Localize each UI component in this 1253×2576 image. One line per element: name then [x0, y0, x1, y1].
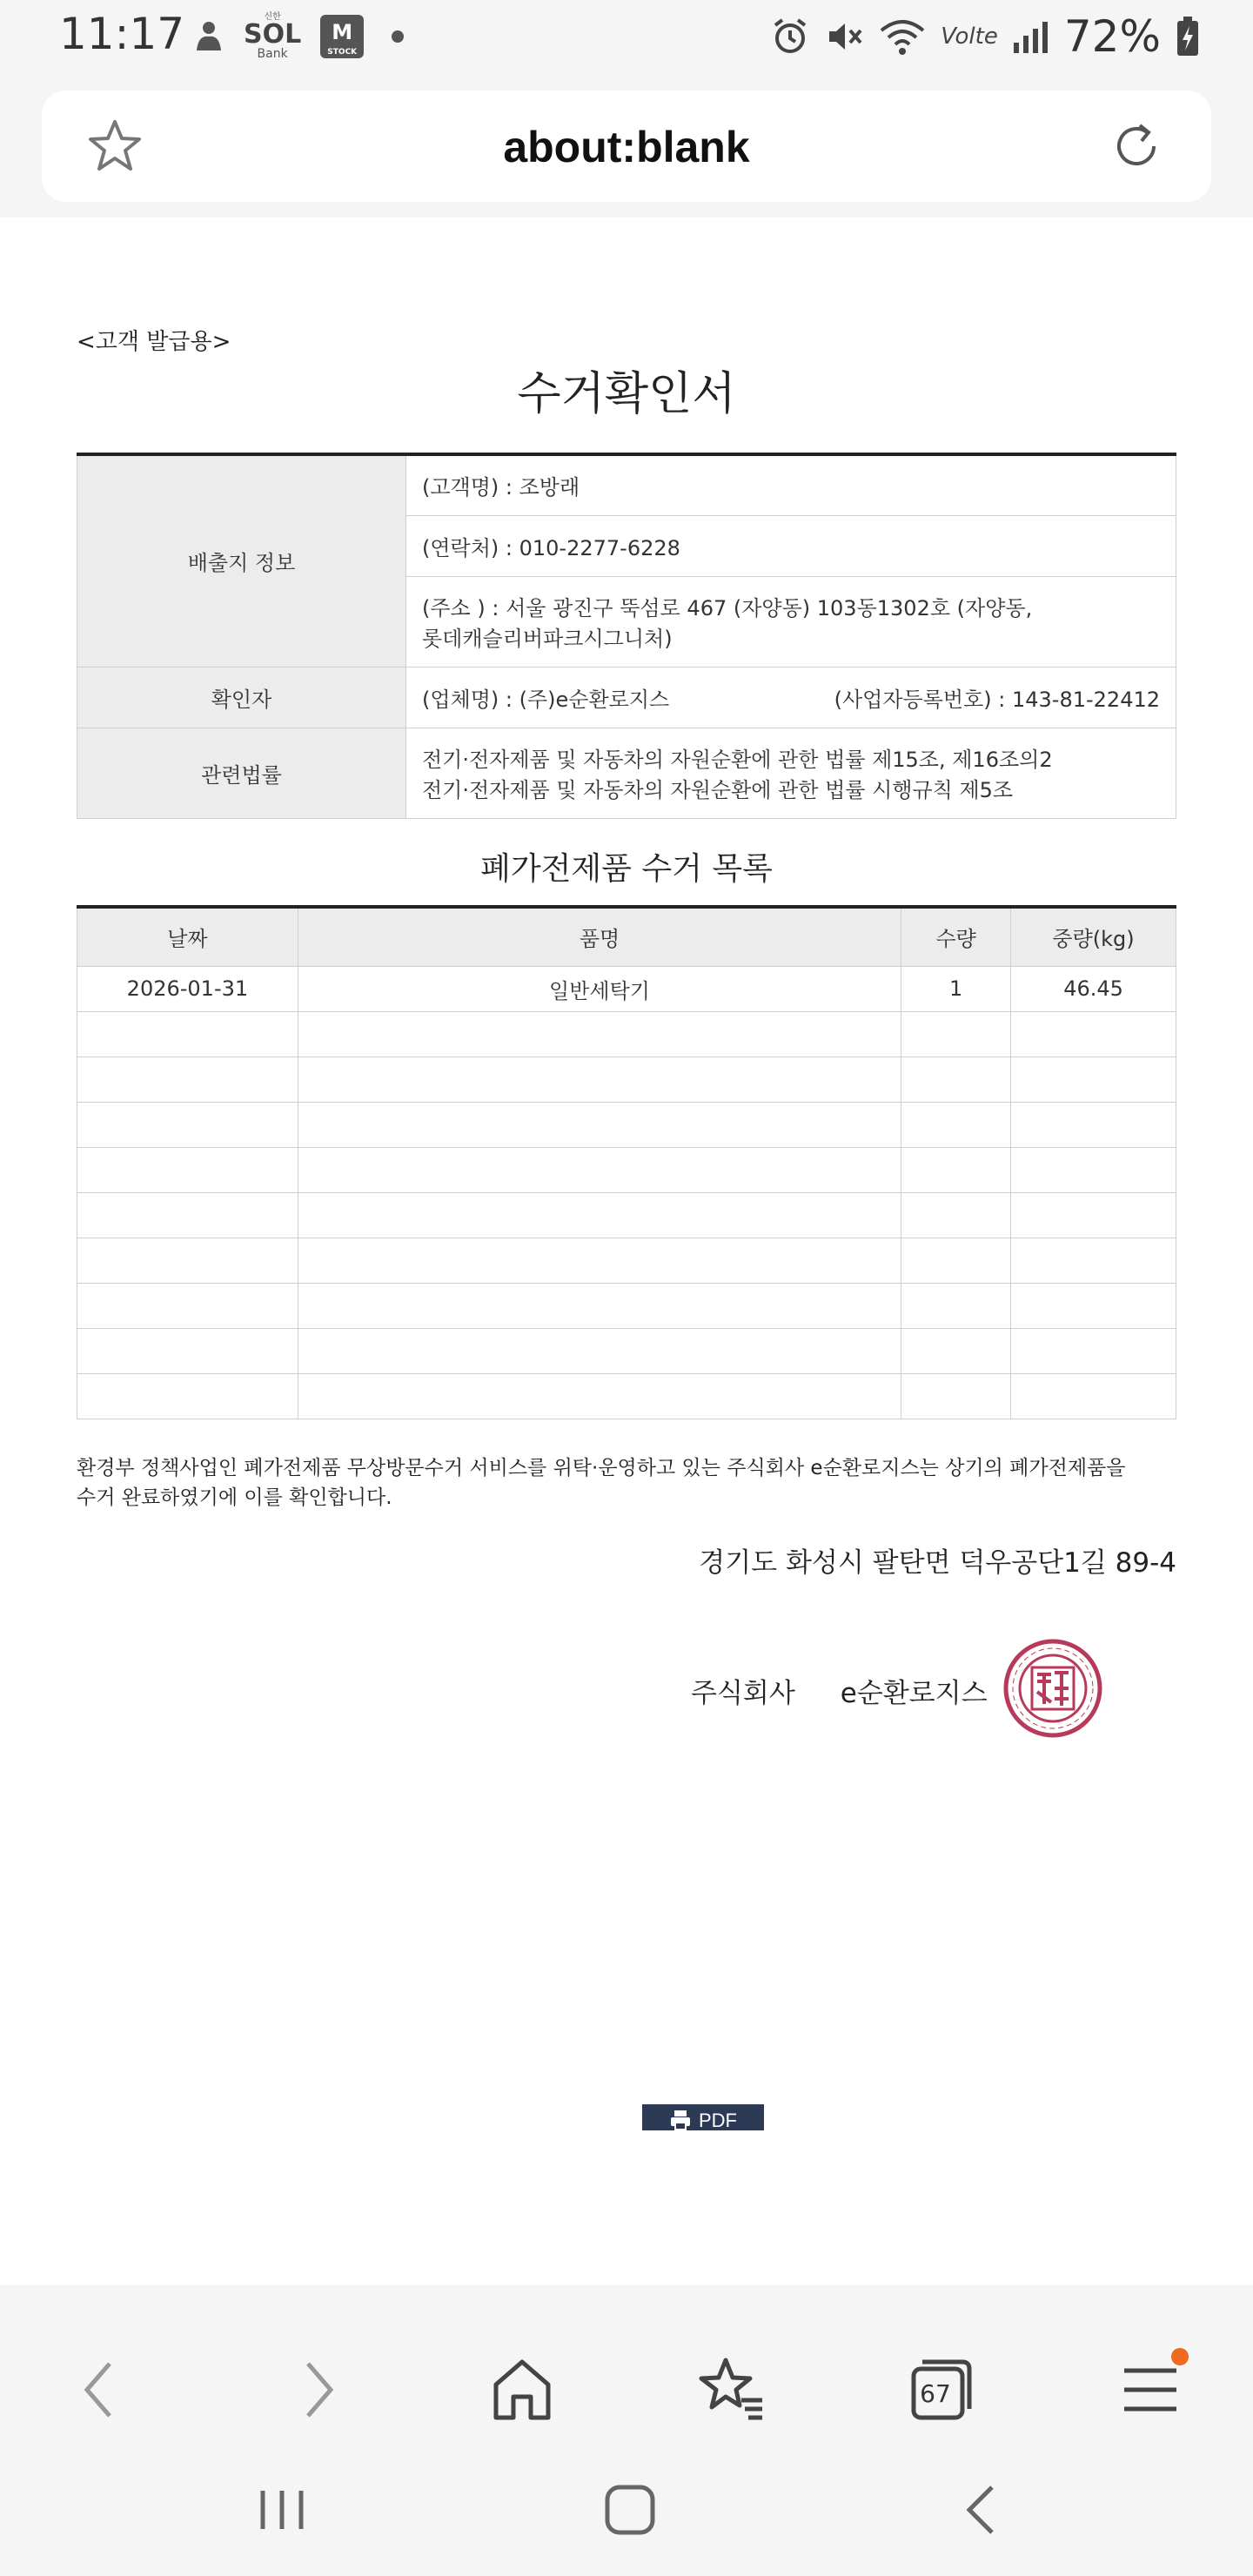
law-line-2: 전기·전자제품 및 자동차의 자원순환에 관한 법률 시행규칙 제5조	[422, 778, 1014, 802]
battery-charging-icon	[1175, 16, 1201, 57]
mstock-label: M	[332, 20, 353, 44]
empty-row	[77, 1057, 1176, 1102]
item-column-header: 품명	[298, 907, 901, 966]
notification-icons	[193, 12, 404, 61]
collection-list-title: 폐가전제품 수거 목록	[480, 851, 773, 887]
alarm-icon	[770, 17, 810, 57]
browser-bottom-bar	[0, 2285, 1253, 2576]
battery-percentage: 72%	[1063, 11, 1161, 62]
confirmer-header: 확인자	[77, 667, 406, 728]
table-row	[77, 966, 1176, 1011]
sol-label-top: 신한	[264, 12, 281, 22]
address-line-1: (주소 ) : 서울 광진구 뚝섬로 467 (자양동) 103동1302호 (자양동,	[422, 596, 1033, 621]
confirmation-notice	[77, 1453, 1176, 1513]
system-back-icon[interactable]	[948, 2475, 1018, 2545]
address-line-2: 롯데캐슬리버파크시그니처)	[422, 627, 673, 651]
tab-count: 67	[920, 2379, 951, 2408]
recent-apps-icon[interactable]	[247, 2475, 317, 2545]
forward-arrow-icon[interactable]	[282, 2355, 352, 2425]
mstock-sub: STOCK	[327, 48, 358, 57]
notice-line-2: 수거 완료하였기에 이를 확인합니다.	[77, 1486, 392, 1509]
volte-label: Volte	[941, 23, 998, 50]
printer-icon	[669, 2110, 692, 2130]
qty-column-header: 수량	[901, 907, 1011, 966]
law-header: 관련법률	[77, 728, 406, 818]
address-bar[interactable]	[42, 91, 1211, 202]
pdf-label: PDF	[699, 2110, 737, 2130]
company-prefix: 주식회사	[691, 1678, 795, 1709]
url-text[interactable]: about:blank	[503, 123, 750, 171]
collection-list-table	[77, 905, 1176, 1419]
date-column-header: 날짜	[77, 907, 298, 966]
row-date: 2026-01-31	[77, 966, 298, 1011]
law-line-1: 전기·전자제품 및 자동차의 자원순환에 관한 법률 제15조, 제16조의2	[422, 748, 1053, 772]
row-qty: 1	[901, 966, 1011, 1011]
menu-icon	[1116, 2355, 1185, 2425]
confirmer-info	[406, 667, 1176, 728]
company-address: 경기도 화성시 팔탄면 덕우공단1길 89-4	[699, 1547, 1176, 1579]
empty-row	[77, 1328, 1176, 1373]
more-notifications-dot	[392, 30, 404, 43]
row-item: 일반세탁기	[298, 966, 901, 1011]
company-seal-icon	[1002, 1638, 1103, 1739]
notification-icon	[193, 19, 224, 54]
row-weight: 46.45	[1011, 966, 1176, 1011]
customer-contact: (연락처) : 010-2277-6228	[406, 515, 1176, 576]
reload-icon[interactable]	[1107, 117, 1166, 176]
notice-line-1: 환경부 정책사업인 폐가전제품 무상방문수거 서비스를 위탁·운영하고 있는 주식회사 e순환로지스는 상기의 폐가전제품을	[77, 1457, 1126, 1479]
empty-row	[77, 1283, 1176, 1328]
company-name: (업체명) : (주)e순환로지스	[422, 687, 670, 712]
status-bar	[0, 0, 1253, 75]
system-icons	[770, 10, 1201, 63]
back-arrow-icon[interactable]	[66, 2355, 136, 2425]
sol-bank-icon	[244, 13, 301, 60]
browser-toolbar	[0, 75, 1253, 218]
wifi-icon	[878, 17, 927, 57]
empty-row	[77, 1102, 1176, 1147]
mute-icon	[824, 17, 864, 57]
menu-notification-badge	[1171, 2348, 1189, 2365]
mstock-icon	[320, 15, 364, 58]
tabs-button[interactable]	[905, 2355, 975, 2425]
shipping-info-header: 배출지 정보	[77, 454, 406, 667]
empty-row	[77, 1011, 1176, 1057]
info-table	[77, 453, 1176, 819]
home-icon[interactable]	[487, 2355, 557, 2425]
law-info	[406, 728, 1176, 818]
empty-row	[77, 1192, 1176, 1238]
customer-name: (고객명) : 조방래	[406, 454, 1176, 515]
page-title: 수거확인서	[517, 368, 736, 420]
signal-icon	[1012, 17, 1050, 57]
customer-address	[406, 576, 1176, 667]
business-number: (사업자등록번호) : 143-81-22412	[834, 687, 1160, 712]
empty-row	[77, 1238, 1176, 1283]
sol-label-bottom: Bank	[257, 47, 288, 61]
status-time: 11:17	[59, 9, 185, 59]
issue-label: <고객 발급용>	[77, 329, 231, 355]
system-home-icon[interactable]	[595, 2475, 665, 2545]
menu-button[interactable]	[1116, 2355, 1185, 2425]
empty-row	[77, 1373, 1176, 1419]
weight-column-header: 중량(kg)	[1011, 907, 1176, 966]
pdf-download-button[interactable]	[642, 2104, 764, 2130]
empty-row	[77, 1147, 1176, 1192]
bookmarks-icon[interactable]	[696, 2355, 766, 2425]
company-signature	[691, 1671, 988, 1710]
company-sign-name: e순환로지스	[840, 1678, 988, 1709]
sol-label: SOL	[244, 19, 302, 50]
